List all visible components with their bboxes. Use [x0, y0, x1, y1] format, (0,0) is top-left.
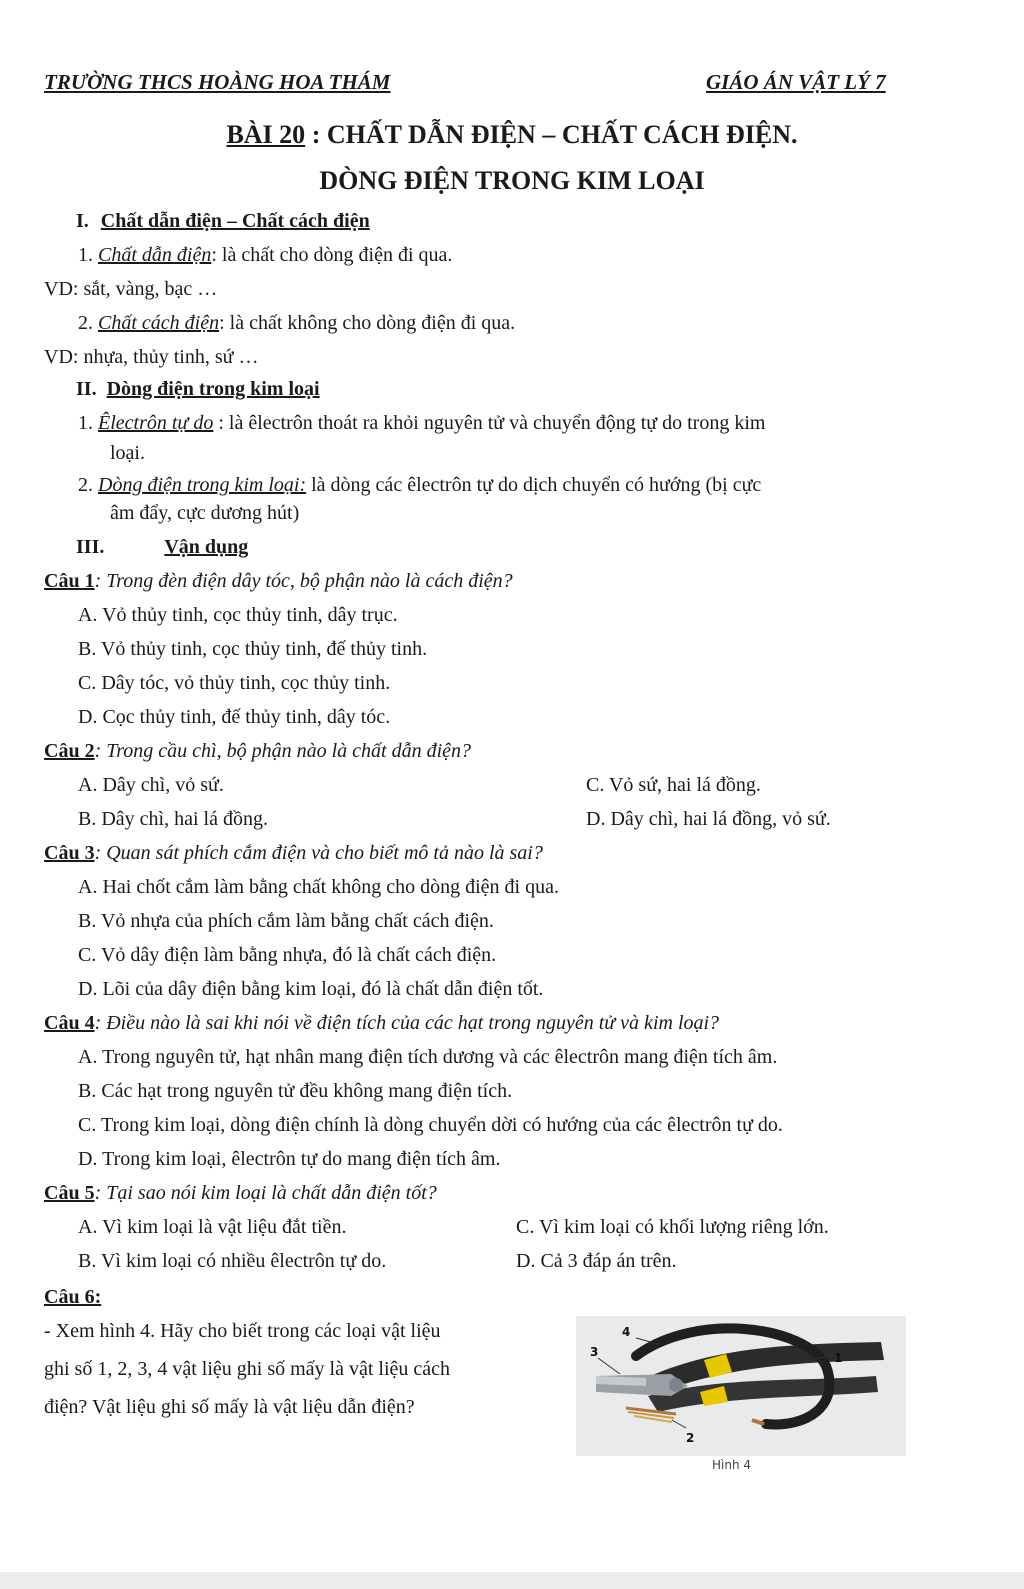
figure-4-image: [576, 1316, 906, 1456]
question-3-option-d: D. Lõi của dây điện bằng kim loại, đó là chất dẫn điện tốt.: [78, 978, 544, 1000]
question-4-option-b: B. Các hạt trong nguyên tử đều không mang điện tích.: [78, 1080, 513, 1102]
question-1-option-b: B. Vỏ thủy tinh, cọc thủy tinh, đế thủy tinh.: [78, 638, 428, 660]
lesson-number: BÀI 20: [226, 120, 306, 149]
question-6-line-1: - Xem hình 4. Hãy cho biết trong các loại vật liệu: [44, 1320, 441, 1342]
question-2-option-c: C. Vỏ sứ, hai lá đồng.: [586, 774, 761, 796]
question-5-option-b: B. Vì kim loại có nhiều êlectrôn tự do.: [78, 1250, 387, 1272]
question-5-option-d: D. Cả 3 đáp án trên.: [516, 1250, 677, 1272]
section-1-item-2: [78, 312, 515, 335]
question-6-line-3: điện? Vật liệu ghi số mấy là vật liệu dẫn điện?: [44, 1396, 415, 1418]
definition: là chất không cho dòng điện đi qua.: [224, 312, 516, 334]
question-6-line-2: ghi số 1, 2, 3, 4 vật liệu ghi số mấy là vật liệu cách: [44, 1358, 451, 1380]
figure-4-caption: Hình 4: [712, 1458, 752, 1472]
item-number: 2.: [78, 312, 93, 334]
question-label: Câu 4: [44, 1012, 95, 1034]
question-2-option-a: A. Dây chì, vỏ sứ.: [78, 774, 224, 796]
section-3-heading: [76, 536, 248, 559]
question-5-option-c: C. Vì kim loại có khối lượng riêng lớn.: [516, 1216, 829, 1238]
term-separator: :: [219, 312, 225, 334]
item-number: 2.: [78, 474, 93, 496]
term: Chất dẫn điện: [98, 244, 212, 266]
question-1-option-c: C. Dây tóc, vỏ thủy tinh, cọc thủy tinh.: [78, 672, 391, 694]
question-2-option-d: D. Dây chì, hai lá đồng, vỏ sứ.: [586, 808, 831, 830]
question-1-option-a: A. Vỏ thủy tinh, cọc thủy tinh, dây trục.: [78, 604, 398, 626]
term-separator: :: [211, 244, 217, 266]
school-name: TRƯỜNG THCS HOÀNG HOA THÁM: [44, 70, 391, 94]
section-2-item-1-line1: [78, 412, 765, 435]
lesson-title-line1: [0, 120, 1024, 150]
section-1-number: I.: [76, 210, 89, 232]
definition: : là êlectrôn thoát ra khỏi nguyên tử và chuyển động tự do trong kim: [213, 412, 766, 434]
question-4-option-d: D. Trong kim loại, êlectrôn tự do mang điện tích âm.: [78, 1148, 501, 1170]
item-number: 1.: [78, 412, 93, 434]
question-5: [44, 1182, 437, 1205]
section-1-item-1: [78, 244, 452, 267]
section-2-title: Dòng điện trong kim loại: [106, 378, 320, 400]
question-3-option-a: A. Hai chốt cắm làm bằng chất không cho dòng điện đi qua.: [78, 876, 559, 898]
figure-label-3: 3: [590, 1345, 599, 1359]
lesson-title-rest: : CHẤT DẪN ĐIỆN – CHẤT CÁCH ĐIỆN.: [305, 120, 798, 149]
question-label: Câu 2: [44, 740, 95, 762]
question-4-option-a: A. Trong nguyên tử, hạt nhân mang điện tích dương và các êlectrôn mang điện tích âm.: [78, 1046, 778, 1068]
question-3: [44, 842, 543, 865]
definition: là chất cho dòng điện đi qua.: [216, 244, 453, 266]
question-3-option-b: B. Vỏ nhựa của phích cắm làm bằng chất cách điện.: [78, 910, 494, 932]
question-1: [44, 570, 513, 593]
term: Chất cách điện: [98, 312, 220, 334]
item-number: 1.: [78, 244, 93, 266]
question-label: Câu 5: [44, 1182, 95, 1204]
figure-label-2: 2: [686, 1431, 695, 1445]
question-4: [44, 1012, 719, 1035]
question-2: [44, 740, 471, 763]
section-2-heading: [76, 378, 320, 401]
bottom-edge-strip: [0, 1572, 1024, 1589]
question-label: Câu 1: [44, 570, 95, 592]
section-1-example-2: VD: nhựa, thủy tinh, sứ …: [44, 346, 259, 368]
question-1-option-d: D. Cọc thủy tinh, đế thủy tinh, dây tóc.: [78, 706, 391, 728]
section-3-title: Vận dụng: [164, 536, 249, 558]
subject-name: GIÁO ÁN VẬT LÝ 7: [706, 70, 886, 94]
question-text: : Trong đèn điện dây tóc, bộ phận nào là cách điện?: [94, 570, 513, 592]
question-6-label: Câu 6:: [44, 1286, 102, 1308]
section-2-number: II.: [76, 378, 97, 400]
term: Dòng điện trong kim loại:: [98, 474, 307, 496]
question-text: : Quan sát phích cắm điện và cho biết mô tả nào là sai?: [94, 842, 543, 864]
pliers-illustration: [576, 1316, 906, 1456]
lesson-title-line2: DÒNG ĐIỆN TRONG KIM LOẠI: [319, 166, 705, 195]
section-2-item-2-line2: âm đẩy, cực dương hút): [110, 502, 300, 524]
question-4-option-c: C. Trong kim loại, dòng điện chính là dòng chuyển dời có hướng của các êlectrôn tự do.: [78, 1114, 783, 1136]
section-2-item-1-line2: loại.: [110, 442, 145, 464]
question-text: : Trong cầu chì, bộ phận nào là chất dẫn điện?: [94, 740, 472, 762]
definition: là dòng các êlectrôn tự do dịch chuyển có hướng (bị cực: [306, 474, 762, 496]
question-5-option-a: A. Vì kim loại là vật liệu đắt tiền.: [78, 1216, 347, 1238]
section-1-heading: [76, 210, 370, 233]
term: Êlectrôn tự do: [98, 412, 214, 434]
section-1-example-1: VD: sắt, vàng, bạc …: [44, 278, 218, 300]
question-text: : Tại sao nói kim loại là chất dẫn điện tốt?: [94, 1182, 437, 1204]
figure-label-1: 1: [834, 1351, 843, 1365]
question-text: : Điều nào là sai khi nói về điện tích của các hạt trong nguyên tử và kim loại?: [94, 1012, 720, 1034]
question-3-option-c: C. Vỏ dây điện làm bằng nhựa, đó là chất cách điện.: [78, 944, 497, 966]
section-3-number: III.: [76, 536, 105, 558]
question-label: Câu 3: [44, 842, 95, 864]
section-1-title: Chất dẫn điện – Chất cách điện: [100, 210, 370, 232]
figure-label-4: 4: [622, 1325, 631, 1339]
section-2-item-2-line1: [78, 474, 761, 497]
question-2-option-b: B. Dây chì, hai lá đồng.: [78, 808, 268, 830]
